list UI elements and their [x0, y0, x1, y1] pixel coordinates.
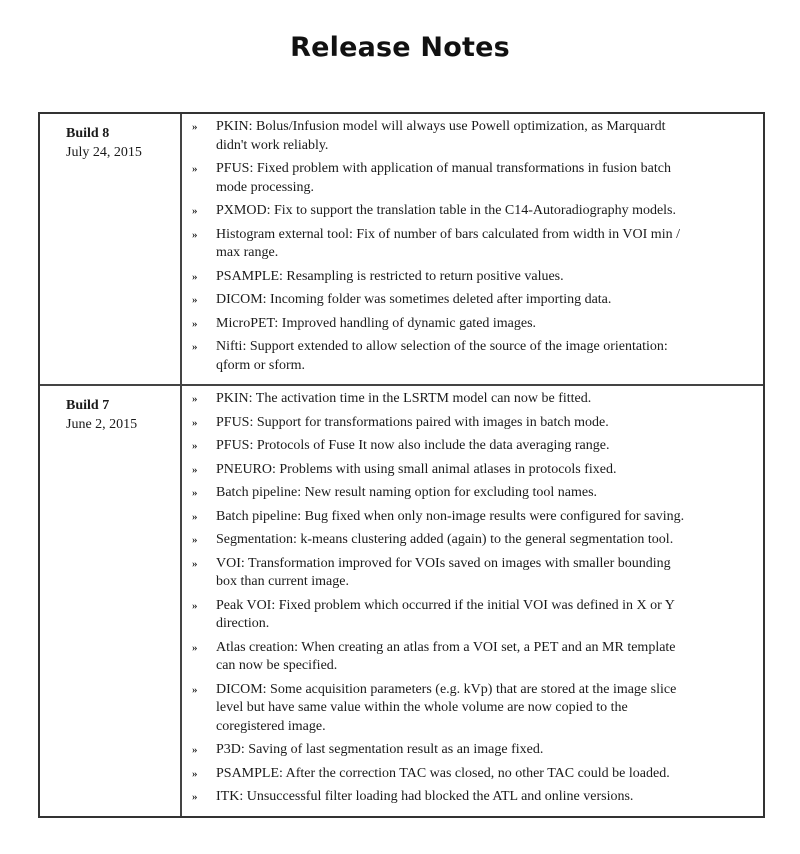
build-info [40, 114, 182, 384]
change-item [192, 291, 763, 310]
change-text-line: DICOM: Incoming folder was sometimes deleted after importing data. [216, 292, 612, 307]
change-item [192, 315, 763, 334]
change-item [192, 390, 763, 409]
change-text [216, 681, 676, 737]
change-item [192, 226, 763, 263]
change-text-line: didn't work reliably. [216, 137, 329, 153]
double-arrow-bullet-icon: » [192, 228, 198, 241]
change-text [216, 508, 684, 527]
double-arrow-bullet-icon: » [192, 683, 198, 696]
change-text-line: Batch pipeline: Bug fixed when only non-image results were configured for saving. [216, 508, 685, 524]
change-text [216, 741, 543, 760]
change-text [216, 531, 673, 550]
change-item [192, 484, 763, 503]
change-item [192, 118, 763, 155]
change-text [216, 461, 617, 480]
change-item [192, 639, 763, 676]
double-arrow-bullet-icon: » [192, 163, 198, 175]
change-text-line: PSAMPLE: After the correction TAC was closed, no other TAC could be loaded. [216, 765, 670, 781]
change-item [192, 461, 763, 480]
change-text-line: max range. [216, 245, 279, 260]
double-arrow-bullet-icon: » [192, 317, 198, 330]
change-text [216, 639, 676, 676]
change-text [216, 788, 633, 807]
change-item [192, 160, 763, 197]
change-text [216, 338, 668, 375]
change-item [192, 508, 763, 527]
change-text-line: PNEURO: Problems with using small animal atlases in protocols fixed. [216, 461, 617, 477]
double-arrow-bullet-icon: » [192, 463, 198, 476]
change-text-line: Atlas creation: When creating an atlas from a VOI set, a PET and an MR template [216, 639, 676, 655]
change-text-line: qform or sform. [216, 357, 306, 373]
change-text [216, 765, 670, 784]
build-row [40, 114, 763, 384]
change-item [192, 268, 763, 287]
change-text [216, 160, 671, 197]
change-text-line: PFUS: Support for transformations paired with images in batch mode. [216, 414, 609, 430]
change-item [192, 437, 763, 456]
double-arrow-bullet-icon: » [192, 121, 198, 133]
change-text [216, 202, 676, 221]
change-text [216, 268, 564, 287]
change-text [216, 118, 666, 155]
change-item [192, 741, 763, 760]
change-text [216, 291, 611, 310]
change-text-line: PFUS: Fixed problem with application of manual transformations in fusion batch [216, 161, 671, 176]
double-arrow-bullet-icon: » [192, 393, 198, 405]
change-item [192, 555, 763, 592]
double-arrow-bullet-icon: » [192, 416, 198, 429]
change-text [216, 437, 609, 456]
change-text-line: Batch pipeline: New result naming option for excluding tool names. [216, 485, 598, 500]
change-text-line: level but have same value within the whole volume are now copied to the [216, 700, 628, 715]
change-list [182, 386, 763, 816]
double-arrow-bullet-icon: » [192, 791, 198, 803]
double-arrow-bullet-icon: » [192, 557, 198, 570]
change-text-line: ITK: Unsuccessful filter loading had blocked the ATL and online versions. [216, 789, 634, 804]
double-arrow-bullet-icon: » [192, 294, 198, 306]
double-arrow-bullet-icon: » [192, 205, 198, 217]
change-list [182, 114, 763, 384]
change-text [216, 555, 671, 592]
change-text-line: mode processing. [216, 179, 314, 195]
double-arrow-bullet-icon: » [192, 487, 198, 499]
change-text-line: Nifti: Support extended to allow selection of the source of the image orientation: [216, 339, 668, 354]
change-item [192, 531, 763, 550]
double-arrow-bullet-icon: » [192, 440, 198, 452]
build-row [40, 384, 763, 816]
change-text-line: Histogram external tool: Fix of number of bars calculated from width in VOI min / [216, 226, 680, 242]
double-arrow-bullet-icon: » [192, 341, 198, 353]
change-item [192, 338, 763, 375]
change-item [192, 681, 763, 737]
change-text-line: direction. [216, 616, 270, 631]
change-text-line: box than current image. [216, 574, 349, 589]
change-text-line: Segmentation: k-means clustering added (again) to the general segmentation tool. [216, 532, 674, 547]
change-text [216, 414, 609, 433]
change-text [216, 484, 597, 503]
change-text [216, 390, 591, 409]
change-text-line: PSAMPLE: Resampling is restricted to return positive values. [216, 268, 564, 284]
build-date: June 2, 2015 [66, 417, 138, 432]
change-item [192, 788, 763, 807]
double-arrow-bullet-icon: » [192, 534, 198, 546]
change-text-line: VOI: Transformation improved for VOIs saved on images with smaller bounding [216, 555, 671, 571]
build-number: Build 8 [66, 126, 110, 141]
change-text [216, 597, 675, 634]
change-item [192, 597, 763, 634]
change-text-line: can now be specified. [216, 658, 338, 673]
double-arrow-bullet-icon: » [192, 510, 198, 523]
build-number: Build 7 [66, 398, 110, 413]
page-title: Release Notes [290, 32, 510, 63]
change-text-line: MicroPET: Improved handling of dynamic gated images. [216, 315, 537, 331]
change-text-line: P3D: Saving of last segmentation result as an image fixed. [216, 742, 544, 757]
change-text-line: PXMOD: Fix to support the translation table in the C14-Autoradiography models. [216, 203, 677, 218]
change-text-line: PFUS: Protocols of Fuse It now also include the data averaging range. [216, 438, 610, 453]
change-text-line: coregistered image. [216, 718, 326, 734]
double-arrow-bullet-icon: » [192, 270, 198, 283]
double-arrow-bullet-icon: » [192, 641, 198, 654]
change-text-line: DICOM: Some acquisition parameters (e.g. kVp) that are stored at the image slice [216, 681, 677, 697]
double-arrow-bullet-icon: » [192, 599, 198, 612]
change-item [192, 202, 763, 221]
build-info [40, 386, 182, 816]
change-item [192, 765, 763, 784]
double-arrow-bullet-icon: » [192, 767, 198, 780]
build-date: July 24, 2015 [66, 145, 142, 160]
release-notes-table [38, 112, 765, 818]
double-arrow-bullet-icon: » [192, 744, 198, 756]
change-text-line: PKIN: Bolus/Infusion model will always use Powell optimization, as Marquardt [216, 119, 666, 134]
change-text [216, 315, 536, 334]
change-text [216, 226, 680, 263]
change-item [192, 414, 763, 433]
change-text-line: Peak VOI: Fixed problem which occurred if the initial VOI was defined in X or Y [216, 597, 675, 613]
change-text-line: PKIN: The activation time in the LSRTM model can now be fitted. [216, 391, 592, 406]
